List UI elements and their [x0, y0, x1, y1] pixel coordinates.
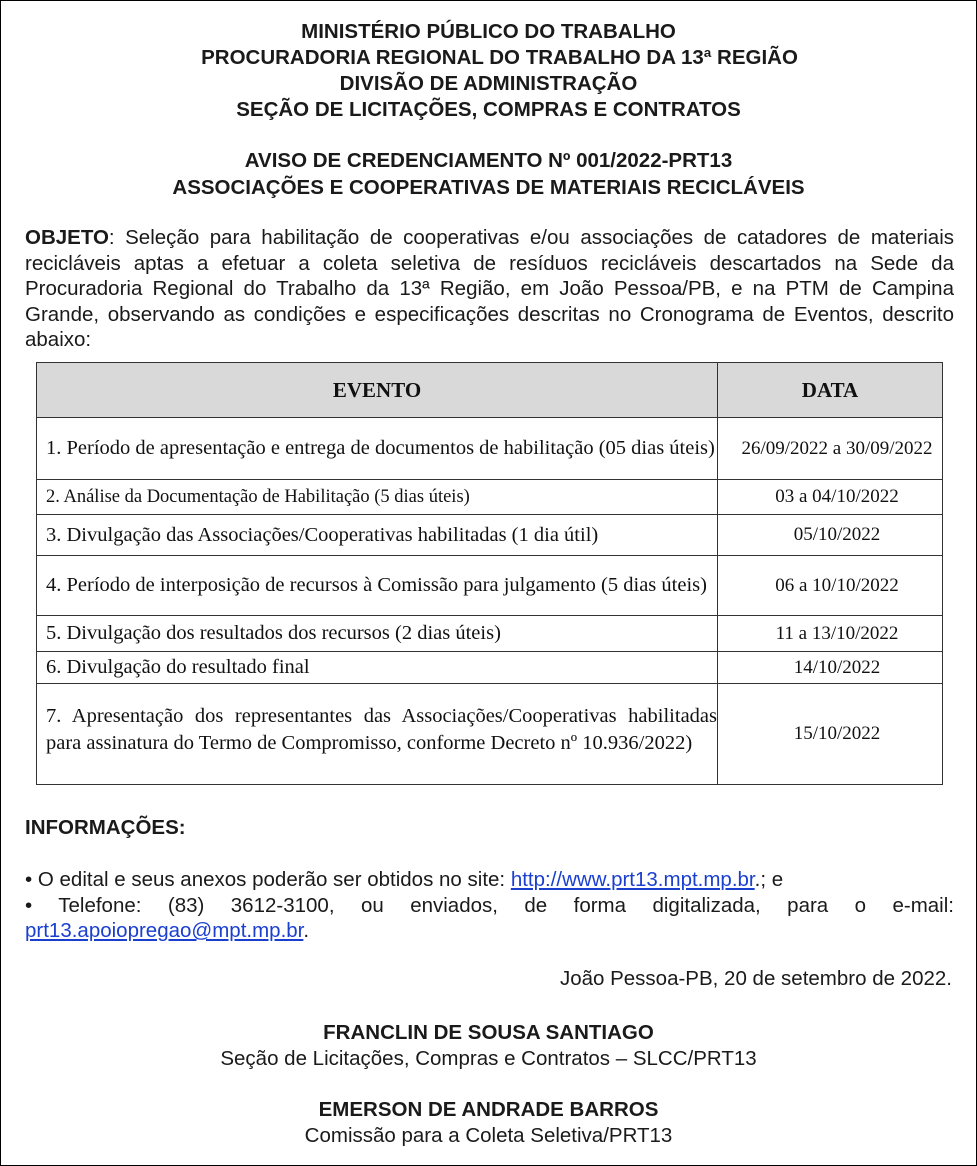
edital-text: • O edital e seus anexos poderão ser obtidos no site:: [25, 868, 511, 891]
object-label: OBJETO: [25, 226, 109, 249]
date-cell: 03 a 04/10/2022: [718, 480, 943, 515]
table-row: [37, 616, 943, 652]
information-block: [25, 867, 954, 944]
institution-header: [1, 19, 976, 123]
site-link[interactable]: http://www.prt13.mpt.mp.br: [510, 868, 755, 891]
edital-line: [25, 867, 954, 893]
notice-title: AVISO DE CREDENCIAMENTO Nº 001/2022-PRT13: [244, 149, 733, 172]
table-row: [37, 418, 943, 480]
object-text: : Seleção para habilitação de cooperativas e/ou associações de catadores de materiais recicláveis aptas a efetuar a coleta seletiva de resíduos recicláveis descartados na Sede da Procuradoria Regional do Trabalho da 13ª Região, em João Pessoa/PB, e na PTM de Campina Grande, observando as condições e especificações descritas no Cronograma de Eventos, descrito abaixo:: [25, 226, 954, 351]
email-link[interactable]: prt13.apoiopregao@mpt.mp.br: [25, 919, 304, 942]
information-heading: INFORMAÇÕES:: [25, 816, 186, 839]
event-cell: 5. Divulgação dos resultados dos recursos (2 dias úteis): [37, 616, 718, 652]
column-header-evento: EVENTO: [37, 363, 718, 418]
table-row: [37, 480, 943, 515]
date-cell: 06 a 10/10/2022: [718, 556, 943, 616]
edital-suffix: .; e: [754, 868, 784, 891]
date-cell: 14/10/2022: [718, 652, 943, 684]
event-cell: 7. Apresentação dos representantes das Associações/Cooperativas habilitadas para assinatura do Termo de Compromisso, conforme Decreto nº 10.936/2022): [37, 684, 718, 785]
signatory-name: FRANCLIN DE SOUSA SANTIAGO: [323, 1021, 654, 1044]
signature-block: [1, 1020, 976, 1072]
ministry-name: MINISTÉRIO PÚBLICO DO TRABALHO: [301, 20, 676, 43]
date-cell: 26/09/2022 a 30/09/2022: [718, 418, 943, 480]
object-paragraph: [25, 225, 954, 353]
notice-subtitle: ASSOCIAÇÕES E COOPERATIVAS DE MATERIAIS RECICLÁVEIS: [172, 176, 805, 199]
notice-heading: [1, 147, 976, 201]
signatory-role: Comissão para a Coleta Seletiva/PRT13: [304, 1124, 673, 1147]
event-cell: 6. Divulgação do resultado final: [37, 652, 718, 684]
event-cell: 1. Período de apresentação e entrega de documentos de habilitação (05 dias úteis): [37, 418, 718, 480]
column-header-data: DATA: [718, 363, 943, 418]
schedule-table: [36, 362, 943, 785]
contact-line: [25, 893, 954, 944]
table-row: [37, 515, 943, 556]
signature-block: [1, 1097, 976, 1149]
date-cell: 11 a 13/10/2022: [718, 616, 943, 652]
event-cell: 3. Divulgação das Associações/Cooperativas habilitadas (1 dia útil): [37, 515, 718, 556]
contact-text: • Telefone: (83) 3612-3100, ou enviados, de forma digitalizada, para o e-mail:: [25, 893, 954, 917]
place-date: João Pessoa-PB, 20 de setembro de 2022.: [559, 967, 952, 990]
event-cell: 2. Análise da Documentação de Habilitação (5 dias úteis): [37, 480, 718, 515]
contact-suffix: .: [303, 919, 310, 942]
signatory-name: EMERSON DE ANDRADE BARROS: [318, 1098, 659, 1121]
signatory-role: Seção de Licitações, Compras e Contratos – SLCC/PRT13: [220, 1047, 757, 1070]
table-row: [37, 684, 943, 785]
regional-office-name: PROCURADORIA REGIONAL DO TRABALHO DA 13ª REGIÃO: [201, 46, 798, 69]
table-row: [37, 652, 943, 684]
section-name: SEÇÃO DE LICITAÇÕES, COMPRAS E CONTRATOS: [236, 98, 741, 121]
date-cell: 05/10/2022: [718, 515, 943, 556]
date-cell: 15/10/2022: [718, 684, 943, 785]
division-name: DIVISÃO DE ADMINISTRAÇÃO: [339, 72, 638, 95]
table-header-row: [37, 363, 943, 418]
event-cell: 4. Período de interposição de recursos à Comissão para julgamento (5 dias úteis): [37, 556, 718, 616]
table-row: [37, 556, 943, 616]
